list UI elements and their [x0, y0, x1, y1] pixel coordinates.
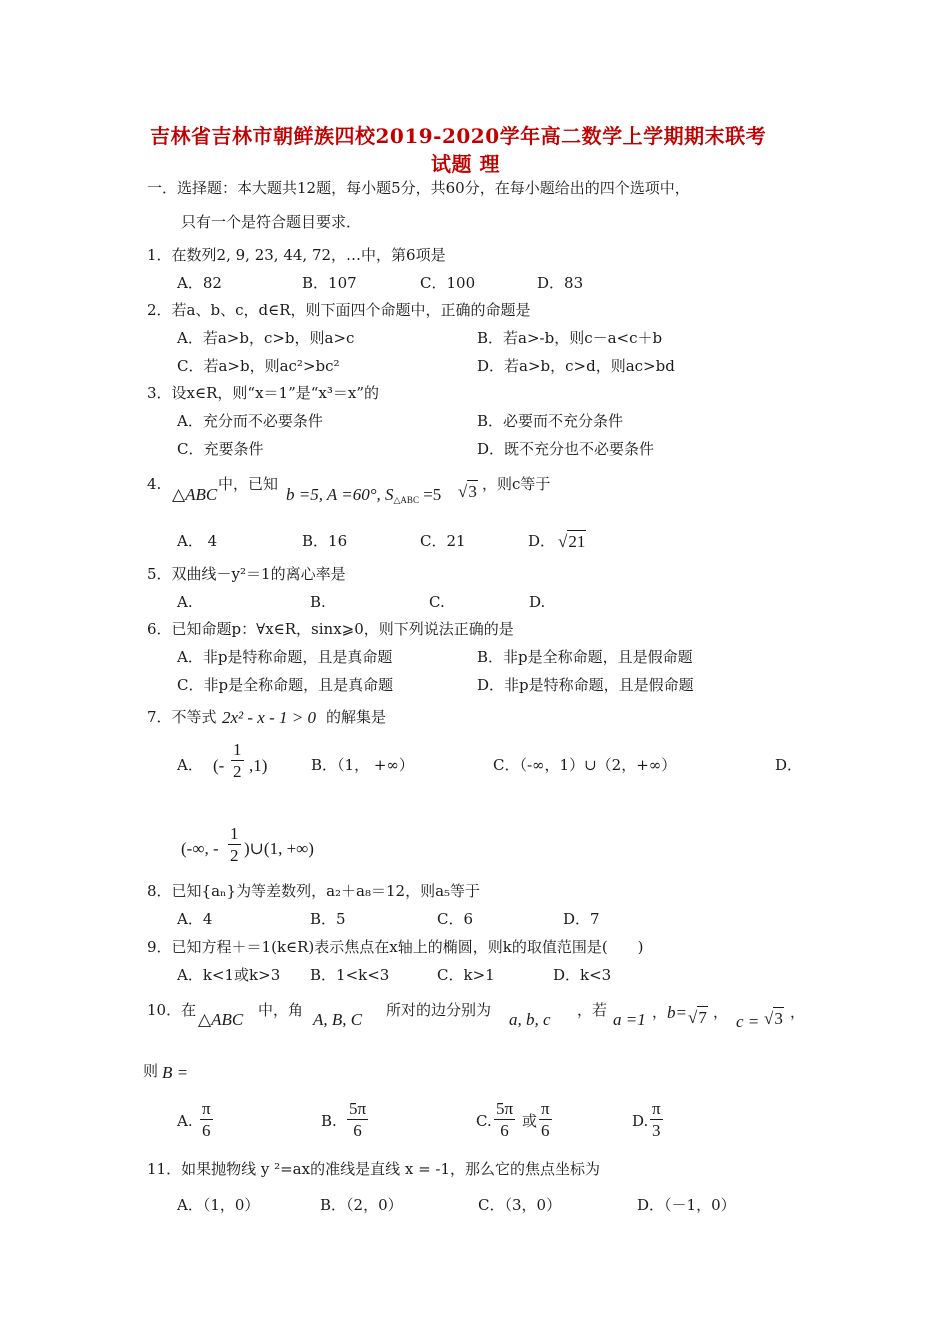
question-4-condition [286, 486, 441, 505]
question-10-option-c-fraction-2 [539, 1100, 552, 1139]
question-4-number: 4. [147, 475, 162, 493]
question-10-mid1: 中，角 [258, 1001, 304, 1019]
question-11-option-c: C．（3，0） [478, 1196, 562, 1214]
question-10-option-a-numerator: π [202, 1099, 211, 1118]
question-6-option-c: C．非p是全称命题，且是真命题 [177, 676, 394, 694]
question-4-condition-eq: =5 [418, 485, 442, 504]
question-10-option-c-fraction-1 [494, 1100, 515, 1139]
question-10-triangle: △ABC [198, 1010, 244, 1029]
question-10-option-b-numerator: 5π [349, 1099, 367, 1118]
section-heading-cont: 只有一个是符合题目要求． [181, 213, 362, 231]
question-4-option-c: C．21 [420, 532, 466, 550]
question-10-b-equals: b= [667, 1003, 687, 1022]
question-10-option-a-label: A. [177, 1112, 193, 1130]
question-7-option-d-fraction [228, 825, 241, 864]
question-9-option-a: A．k<1或k>3 [177, 966, 281, 984]
question-6-option-b: B．非p是全称命题，且是假命题 [477, 648, 693, 666]
question-7-option-d-numerator: 1 [230, 824, 239, 843]
question-10-then: 则 [143, 1062, 159, 1080]
question-10-comma: ， [652, 1003, 668, 1021]
question-10-c-equals: c = [736, 1012, 760, 1031]
question-4-option-d: D． [528, 532, 556, 550]
question-11-option-a: A．（1，0） [177, 1196, 260, 1214]
question-8-option-d: D．7 [563, 910, 600, 928]
question-10-end-comma: ， [790, 1003, 806, 1021]
question-7-option-d-denominator: 2 [230, 846, 239, 865]
question-7-option-a-denominator: 2 [233, 762, 242, 781]
question-9-option-d: D．k<3 [553, 966, 612, 984]
question-10-comma2: ， [713, 1003, 729, 1021]
question-4-triangle: △ABC [172, 485, 218, 504]
question-11-option-d: D．（－1，0） [637, 1196, 736, 1214]
question-8-option-b: B．5 [310, 910, 346, 928]
question-7-stem-suffix: 的解集是 [326, 708, 387, 726]
question-10-option-d-numerator: π [652, 1099, 661, 1118]
question-10-number: 10．在 [147, 1001, 197, 1019]
question-10-option-b-label: B. [321, 1112, 337, 1130]
question-3-option-a: A．充分而不必要条件 [177, 412, 323, 430]
question-7-option-a-left: (- [213, 756, 225, 775]
question-1-option-a: A．82 [177, 274, 222, 292]
question-11-option-b: B．（2，0） [320, 1196, 403, 1214]
question-4-option-d-radicand: 21 [568, 532, 586, 551]
question-5-option-a: A. [177, 593, 193, 611]
question-7-option-a-numerator: 1 [233, 740, 242, 759]
question-10-sqrt7-radicand: 7 [698, 1008, 707, 1027]
page-title-line2: 试题 理 [431, 152, 500, 176]
question-4-option-b: B．16 [302, 532, 348, 550]
question-2-option-b: B．若a>-b，则c－a<c＋b [477, 329, 663, 347]
question-7-option-a-right: ,1) [249, 756, 268, 775]
question-1-option-c: C．100 [420, 274, 476, 292]
question-7-option-d-left: (-∞, - [181, 839, 219, 858]
question-10-option-c-numerator-2: π [541, 1099, 550, 1118]
question-3-option-b: B．必要而不充分条件 [477, 412, 624, 430]
question-9-stem: 9．已知方程＋＝1(k∈R)表示焦点在x轴上的椭圆，则k的取值范围是( ) [147, 938, 644, 956]
question-1-option-b: B．107 [302, 274, 357, 292]
question-9-option-c: C．k>1 [437, 966, 495, 984]
question-10-option-a-denominator: 6 [202, 1121, 211, 1140]
question-1-option-d: D．83 [537, 274, 584, 292]
question-6-stem: 6．已知命题p：∀x∈R，sinx⩾0，则下列说法正确的是 [147, 620, 514, 638]
question-7-option-a-label: A． [177, 756, 203, 774]
question-7-inequality: 2x² - x - 1 > 0 [222, 708, 316, 727]
question-2-option-d: D．若a>b，c>d，则ac>bd [477, 357, 675, 375]
question-4-sqrt3: √3 [458, 482, 477, 501]
question-2-option-c: C．若a>b，则ac²>bc² [177, 357, 340, 375]
question-10-mid3: ，若 [577, 1001, 608, 1019]
question-10-option-d-label: D. [632, 1112, 649, 1130]
question-8-option-c: C．6 [437, 910, 474, 928]
question-10-option-a-fraction [200, 1100, 213, 1139]
question-9-option-b: B．1<k<3 [310, 966, 390, 984]
question-10-option-c-label: C. [476, 1112, 492, 1130]
question-3-option-c: C．充要条件 [177, 440, 264, 458]
question-10-option-d-denominator: 3 [652, 1121, 661, 1140]
question-4-condition-sub: △ABC [393, 495, 419, 505]
question-10-sqrt3-radicand: 3 [774, 1009, 783, 1028]
question-2-option-a: A．若a>b，c>b，则a>c [177, 329, 355, 347]
question-10-option-c-denominator-2: 6 [541, 1121, 550, 1140]
question-10-option-d-fraction [650, 1100, 663, 1139]
question-10-option-b-denominator: 6 [353, 1121, 362, 1140]
question-6-option-d: D．非p是特称命题，且是假命题 [477, 676, 694, 694]
question-5-option-d: D. [529, 593, 546, 611]
question-7-option-d-label: D． [775, 756, 803, 774]
question-5-option-c: C. [429, 593, 445, 611]
question-2-stem: 2．若a、b、c，d∈R，则下面四个命题中，正确的命题是 [147, 301, 531, 319]
question-7-option-d-right: )∪(1, +∞) [244, 839, 314, 858]
question-8-option-a: A．4 [177, 910, 213, 928]
question-7-stem-prefix: 7．不等式 [147, 708, 217, 726]
question-10-option-c-or: 或 [522, 1112, 538, 1130]
question-3-stem: 3．设x∈R，则“x＝1”是“x³＝x”的 [147, 384, 380, 402]
question-10-a-equals: a =1 [613, 1010, 646, 1029]
question-4-sqrt3-radicand: 3 [468, 482, 477, 501]
question-10-then-math: B = [162, 1063, 189, 1082]
question-3-option-d: D．既不充分也不必要条件 [477, 440, 655, 458]
question-7-option-c: C．（-∞，1）∪（2，+∞） [493, 756, 677, 774]
question-7-option-a-fraction [231, 741, 244, 780]
question-6-option-a: A．非p是特称命题，且是真命题 [177, 648, 393, 666]
section-heading: 一．选择题：本大题共12题，每小题5分，共60分，在每小题给出的四个选项中， [147, 179, 690, 197]
question-4-tail: ，则c等于 [482, 475, 551, 493]
question-10-sqrt7: √7 [688, 1008, 707, 1027]
question-11-stem: 11．如果抛物线 y ²=ax的准线是直线 x = -1，那么它的焦点坐标为 [147, 1160, 601, 1178]
question-5-option-b: B. [310, 593, 326, 611]
question-10-option-c-denominator-1: 6 [500, 1121, 509, 1140]
question-4-option-a: A． 4 [177, 532, 218, 550]
question-4-option-d-sqrt21: √21 [558, 532, 586, 551]
question-10-option-b-fraction [347, 1100, 368, 1139]
question-1-stem: 1．在数列2, 9, 23, 44, 72，…中，第6项是 [147, 246, 446, 264]
question-7-option-b: B．（1， +∞） [311, 756, 414, 774]
question-10-mid2: 所对的边分别为 [386, 1001, 492, 1019]
question-10-angles: A, B, C [313, 1010, 363, 1029]
question-10-sides: a, b, c [509, 1010, 551, 1029]
question-8-stem: 8．已知{aₙ}为等差数列，a₂＋a₈＝12，则a₅等于 [147, 882, 481, 900]
question-4-mid: 中，已知 [218, 475, 279, 493]
question-5-stem: 5．双曲线－y²＝1的离心率是 [147, 565, 346, 583]
question-4-condition-main: b =5, A =60°, S [286, 485, 394, 504]
page-title-line1: 吉林省吉林市朝鲜族四校2019-2020学年高二数学上学期期末联考 [150, 124, 767, 148]
question-10-sqrt3: √3 [764, 1009, 783, 1028]
question-10-option-c-numerator-1: 5π [496, 1099, 514, 1118]
